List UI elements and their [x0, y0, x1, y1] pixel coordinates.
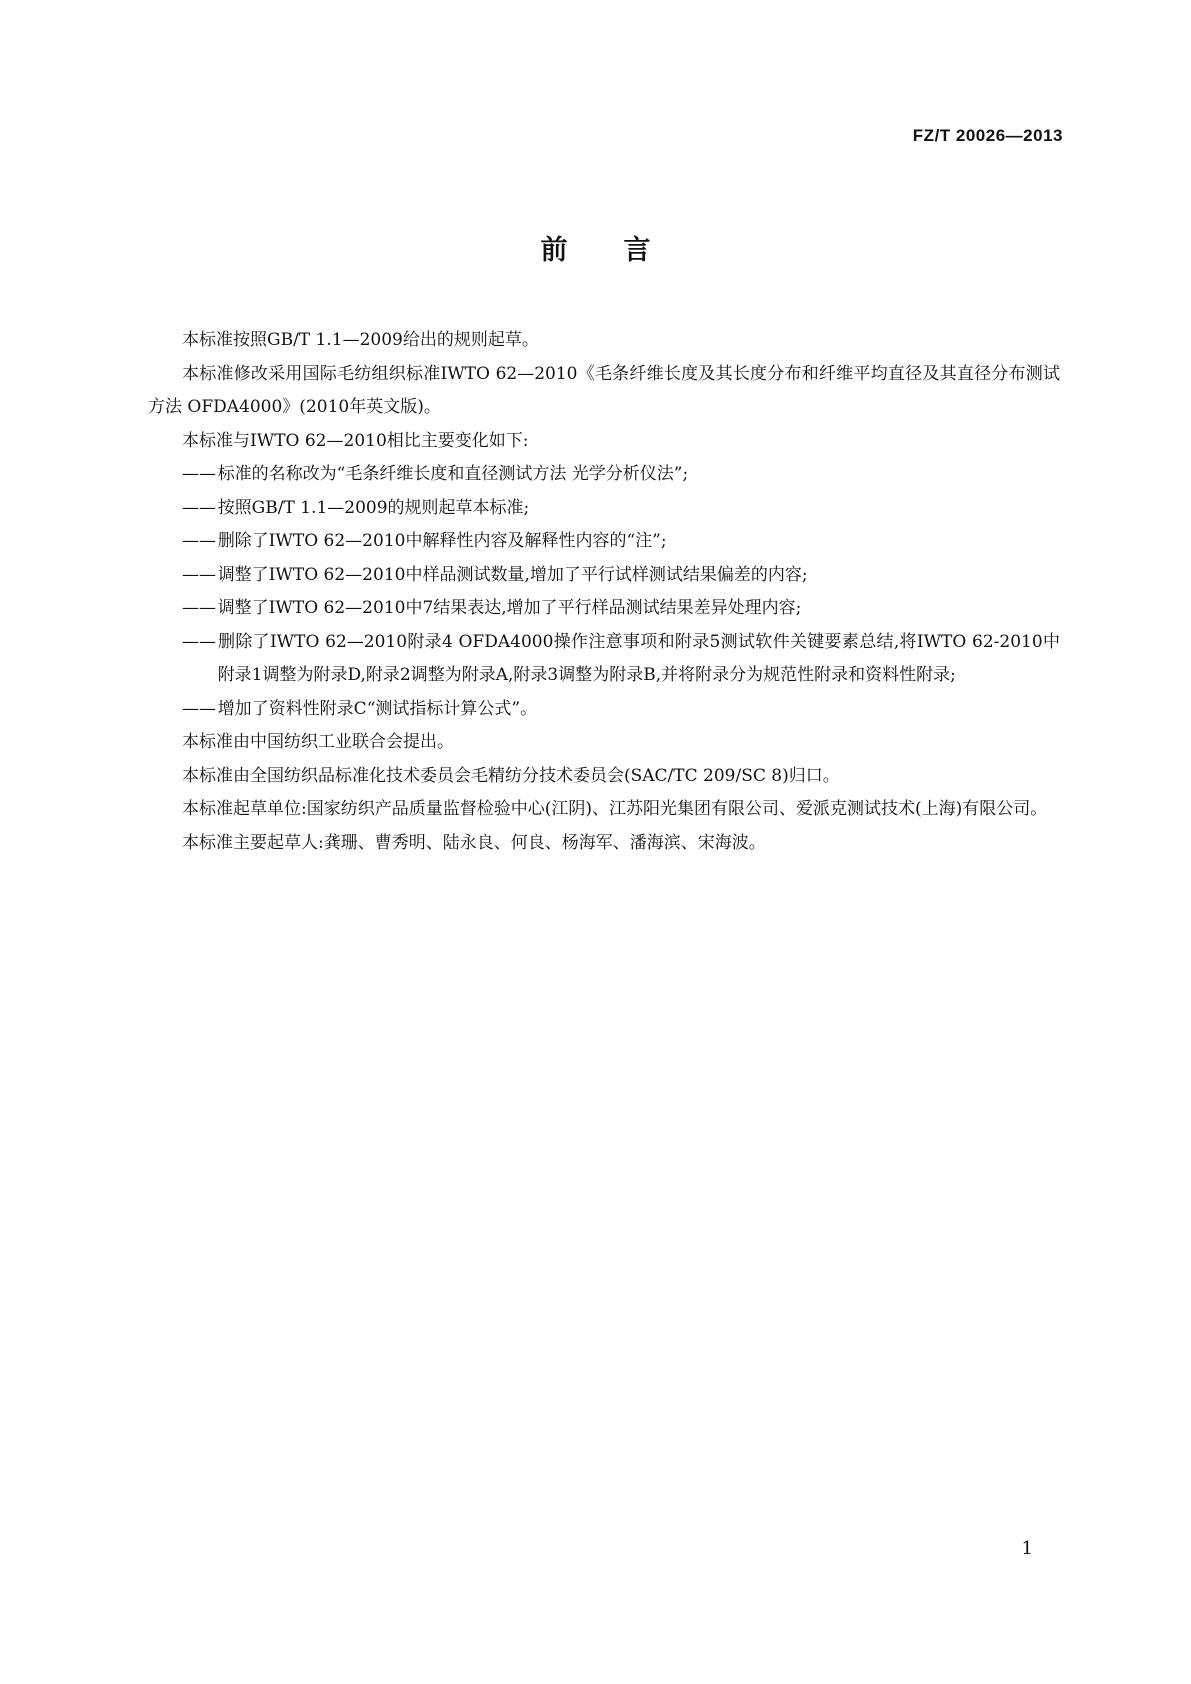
dash-marker: —— — [182, 598, 216, 618]
change-item — [182, 559, 1060, 593]
change-item-text: 调整了IWTO 62—2010中样品测试数量,增加了平行试样测试结果偏差的内容; — [217, 564, 808, 585]
change-item — [182, 492, 1060, 526]
change-item-text: 删除了IWTO 62—2010中解释性内容及解释性内容的“注”; — [217, 531, 667, 551]
dash-marker: —— — [182, 631, 216, 652]
dash-marker: —— — [182, 464, 216, 484]
paragraph-adoption: 本标准修改采用国际毛纺组织标准IWTO 62—2010《毛条纤维长度及其长度分布和纤维平均直径及其直径分布测试方法 OFDA4000》(2010年英文版)。 — [148, 363, 1060, 417]
change-item-text: 调整了IWTO 62—2010中7结果表达,增加了平行样品测试结果差异处理内容; — [217, 598, 802, 618]
change-item-text: 删除了IWTO 62—2010附录4 OFDA4000操作注意事项和附录5测试软件关键要素总结,将IWTO 62-2010中附录1调整为附录D,附录2调整为附录A,附录3调整为附录B,并将附录分为规范性附录和资料性附录; — [217, 631, 1060, 685]
change-item — [182, 525, 1060, 559]
change-item-text: 按照GB/T 1.1—2009的规则起草本标准; — [217, 497, 530, 518]
paragraph-committee: 本标准由全国纺织品标准化技术委员会毛精纺分技术委员会(SAC/TC 209/SC 8)归口。 — [182, 765, 840, 786]
dash-marker: —— — [182, 531, 216, 551]
change-item — [182, 592, 1060, 626]
page-title: 前言 — [540, 235, 707, 266]
dash-marker: —— — [182, 564, 216, 585]
paragraph-proposer: 本标准由中国纺织工业联合会提出。 — [182, 732, 454, 752]
change-item — [182, 626, 1060, 693]
change-item — [182, 693, 1060, 727]
dash-marker: —— — [182, 497, 216, 518]
change-item — [182, 458, 1060, 492]
foreword-body — [148, 324, 1060, 860]
paragraph-changes-intro: 本标准与IWTO 62—2010相比主要变化如下: — [182, 430, 529, 451]
change-item-text: 标准的名称改为“毛条纤维长度和直径测试方法 光学分析仪法”; — [217, 464, 689, 484]
paragraph-drafting-rules: 本标准按照GB/T 1.1—2009给出的规则起草。 — [182, 330, 539, 350]
standard-code: FZ/T 20026—2013 — [912, 126, 1063, 145]
change-item-text: 增加了资料性附录C“测试指标计算公式”。 — [217, 698, 538, 719]
paragraph-drafters: 本标准主要起草人:龚珊、曹秀明、陆永良、何良、杨海军、潘海滨、宋海波。 — [182, 832, 766, 853]
page-number: 1 — [1021, 1538, 1033, 1559]
paragraph-drafting-units: 本标准起草单位:国家纺织产品质量监督检验中心(江阴)、江苏阳光集团有限公司、爱派克测试技术(上海)有限公司。 — [182, 799, 1048, 819]
dash-marker: —— — [182, 698, 216, 719]
